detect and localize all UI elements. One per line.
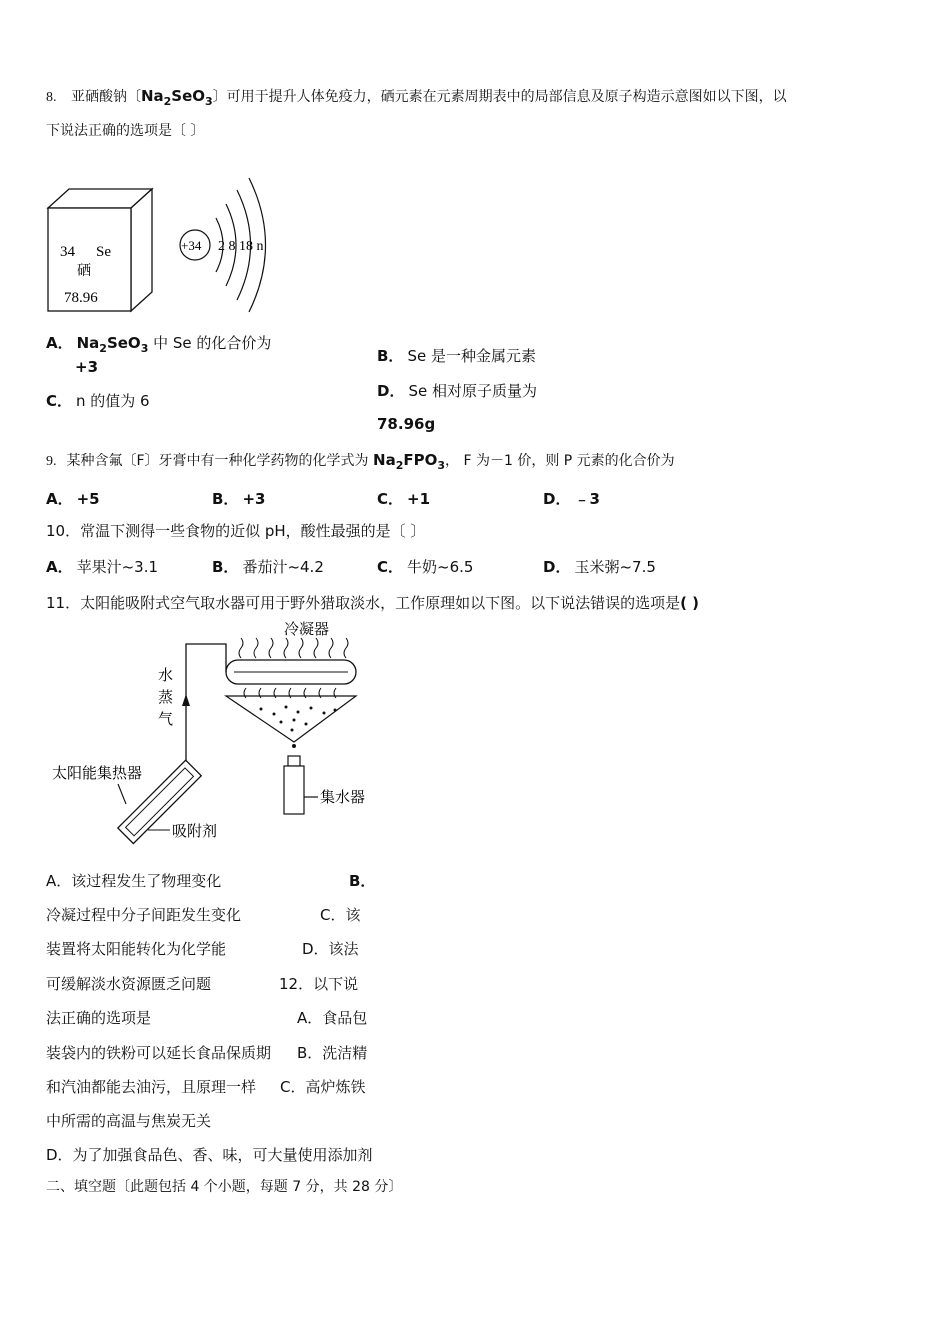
option-line-right[interactable]: C．该 xyxy=(320,906,361,924)
arrow-up-icon xyxy=(182,694,190,706)
section-heading: 二、填空题〔此题包括 4 个小题，每题 7 分，共 28 分〕 xyxy=(46,1179,403,1195)
q11-stem: 11．太阳能吸附式空气取水器可用于野外猎取淡水，工作原理如以下图。以下说法错误的选项是( ) xyxy=(46,594,700,612)
q8-option-b[interactable]: B． Se 是一种金属元素 xyxy=(377,347,536,365)
q9-option-d[interactable]: D． ﹣3 xyxy=(543,490,600,508)
q9-option-b[interactable]: B． +3 xyxy=(212,490,266,508)
option-line[interactable]: 和汽油都能去油污，且原理一样 xyxy=(46,1078,257,1096)
q10-stem: 10．常温下测得一些食物的近似 pH，酸性最强的是〔 〕 xyxy=(46,522,426,540)
q8-option-a-cont: +3 xyxy=(75,358,99,376)
option-line[interactable]: 冷凝过程中分子间距发生变化 xyxy=(46,906,242,924)
option-line-right[interactable]: A．食品包 xyxy=(297,1009,368,1027)
vapor-label-1: 水 xyxy=(158,666,174,684)
atomic-number: 34 xyxy=(60,244,75,260)
nucleus-charge: +34 xyxy=(181,238,202,253)
q10-option-d[interactable]: D． 玉米粥~7.5 xyxy=(543,558,656,576)
element-symbol: Se xyxy=(96,244,111,260)
selenium-diagram xyxy=(46,168,286,318)
q9-stem: 9. 某种含氟〔F〕牙膏中有一种化学药物的化学式为 $Na_2FPO_3$， F 为－1 价，则 P 元素的化合价为 xyxy=(46,451,675,472)
option-line[interactable]: 可缓解淡水资源匮乏问题 xyxy=(46,975,212,993)
option-line[interactable]: 装袋内的铁粉可以延长食品保质期 xyxy=(46,1044,272,1062)
element-name: 硒 xyxy=(77,263,91,279)
atomic-mass: 78.96 xyxy=(64,290,98,306)
option-line-right: 12．以下说 xyxy=(279,975,359,993)
q10-option-c[interactable]: C． 牛奶~6.5 xyxy=(377,558,474,576)
periodic-cell xyxy=(48,189,152,311)
option-line-right[interactable]: D．该法 xyxy=(302,940,359,958)
q9-option-c[interactable]: C． +1 xyxy=(377,490,431,508)
question-number: 8. xyxy=(46,90,57,105)
q8-option-d-cont: 78.96g xyxy=(377,415,436,433)
q8-stem-line2: 下说法正确的选项是〔 〕 xyxy=(46,123,205,139)
solar-collector-label: 太阳能集热器 xyxy=(52,764,143,782)
vapor-label-3: 气 xyxy=(158,710,174,728)
option-line[interactable]: A．该过程发生了物理变化 xyxy=(46,872,222,890)
q8-option-a[interactable]: A． $Na_2SeO_3$ 中 Se 的化合价为 xyxy=(46,334,272,355)
q9-option-a[interactable]: A． +5 xyxy=(46,490,100,508)
option-line-right[interactable]: B．洗洁精 xyxy=(297,1044,368,1062)
q8-option-d[interactable]: D． Se 相对原子质量为 xyxy=(377,382,537,400)
q12-option-d[interactable]: D．为了加强食品色、香、味，可大量使用添加剂 xyxy=(46,1146,373,1164)
option-line[interactable]: 中所需的高温与焦炭无关 xyxy=(46,1112,212,1130)
adsorbent-label: 吸附剂 xyxy=(172,822,218,840)
q10-option-b[interactable]: B． 番茄汁~4.2 xyxy=(212,558,324,576)
condenser-label: 冷凝器 xyxy=(284,620,330,638)
water-collector-label: 集水器 xyxy=(320,788,366,806)
vapor-label-2: 蒸 xyxy=(158,688,174,706)
option-line: 法正确的选项是 xyxy=(46,1009,152,1027)
water-collector-bottle xyxy=(284,766,304,814)
option-line-right[interactable]: B． xyxy=(349,872,376,890)
option-line[interactable]: 装置将太阳能转化为化学能 xyxy=(46,940,227,958)
q8-stem: 8. 亚硒酸钠〔$Na_2SeO_3$〕可用于提升人体免疫力，硒元素在元素周期表中的局部信息及原子构造示意图如以下图，以 xyxy=(46,87,787,108)
option-line-right[interactable]: C．高炉炼铁 xyxy=(280,1078,366,1096)
q10-option-a[interactable]: A． 苹果汁~3.1 xyxy=(46,558,159,576)
water-harvester-diagram xyxy=(46,614,396,854)
condensation-funnel xyxy=(226,696,356,742)
atom-structure xyxy=(180,178,266,312)
vapor-pipe xyxy=(186,644,226,776)
q8-option-c[interactable]: C． n 的值为 6 xyxy=(46,392,150,410)
electron-shells: 2 8 18 n xyxy=(218,239,264,254)
